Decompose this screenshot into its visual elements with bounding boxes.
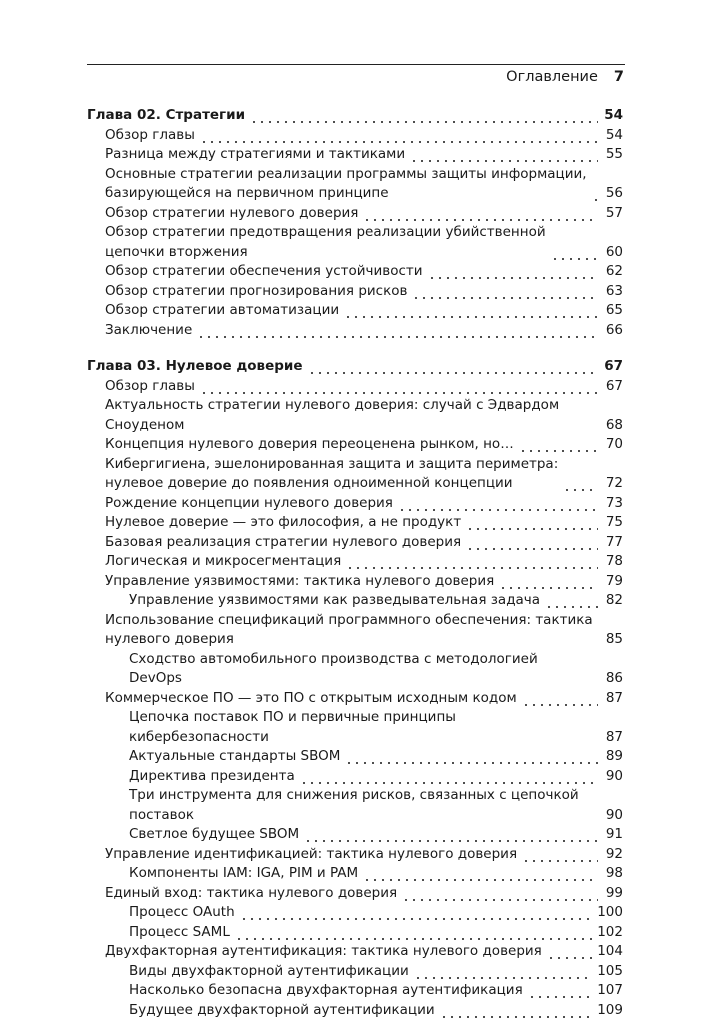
toc-section-entry[interactable] (87, 126, 623, 146)
toc-entry-page-number: 54 (603, 126, 623, 146)
toc-entry-page-number: 79 (603, 572, 623, 592)
chapter-gap (87, 340, 623, 357)
toc-entry-page-number: 100 (597, 903, 623, 923)
toc-entry-title: Обзор стратегии предотвращения реализации убийственной цепочки вторжения (105, 223, 546, 262)
toc-entry-title: Три инструмента для снижения рисков, связанных с цепочкой поставок (129, 786, 593, 825)
toc-section-entry[interactable] (87, 165, 623, 204)
toc-section-entry[interactable] (87, 282, 623, 302)
dot-leader (499, 572, 598, 592)
toc-entry-page-number: 105 (597, 962, 623, 982)
toc-subsection-entry[interactable] (87, 923, 623, 943)
toc-entry-title: Концепция нулевого доверия переоценена рынком, но… (105, 435, 514, 455)
toc-entry-title: Цепочка поставок ПО и первичные принципы кибербезопасности (129, 708, 593, 747)
toc-entry-title: Кибергигиена, эшелонированная защита и защита периметра: нулевое доверие до появления одноименной концепции (105, 455, 558, 494)
running-head (506, 69, 624, 85)
toc-subsection-entry[interactable] (87, 962, 623, 982)
dot-leader (235, 923, 592, 943)
toc-section-entry[interactable] (87, 455, 623, 494)
dot-leader (545, 591, 598, 611)
dot-leader (414, 962, 592, 982)
toc-entry-page-number: 87 (603, 728, 623, 748)
dot-leader (440, 1001, 593, 1020)
dot-leader (412, 282, 598, 302)
dot-leader (466, 513, 598, 533)
dot-leader (300, 767, 598, 787)
toc-entry-page-number: 91 (603, 825, 623, 845)
toc-entry-page-number: 66 (603, 321, 623, 341)
toc-section-entry[interactable] (87, 377, 623, 397)
toc-section-entry[interactable] (87, 611, 623, 650)
toc-entry-page-number: 78 (603, 552, 623, 572)
toc-section-entry[interactable] (87, 845, 623, 865)
toc-entry-title: Заключение (105, 321, 192, 341)
toc-section-entry[interactable] (87, 884, 623, 904)
toc-subsection-entry[interactable] (87, 591, 623, 611)
toc-entry-page-number: 63 (603, 282, 623, 302)
dot-leader (240, 903, 593, 923)
toc-entry-page-number: 102 (597, 923, 623, 943)
toc-entry-page-number: 89 (603, 747, 623, 767)
toc-entry-page-number: 62 (603, 262, 623, 282)
toc-section-entry[interactable] (87, 572, 623, 592)
dot-leader (197, 321, 598, 341)
toc-entry-title: Логическая и микросегментация (105, 552, 341, 572)
toc-subsection-entry[interactable] (87, 747, 623, 767)
toc-entry-title: Управление уязвимостями: тактика нулевого доверия (105, 572, 494, 592)
toc-entry-title: Управление уязвимостями как разведывательная задача (129, 591, 540, 611)
toc-entry-title: Рождение концепции нулевого доверия (105, 494, 393, 514)
toc-entry-page-number: 90 (603, 806, 623, 826)
dot-leader (522, 689, 598, 709)
toc-subsection-entry[interactable] (87, 903, 623, 923)
toc-subsection-entry[interactable] (87, 1001, 623, 1020)
toc-section-entry[interactable] (87, 262, 623, 282)
toc-entry-title: Актуальные стандарты SBOM (129, 747, 340, 767)
toc-entry-title: Использование спецификаций программного обеспечения: тактика нулевого доверия (105, 611, 593, 650)
toc-section-entry[interactable] (87, 223, 623, 262)
toc-subsection-entry[interactable] (87, 981, 623, 1001)
dot-leader (519, 435, 598, 455)
toc-entry-page-number: 70 (603, 435, 623, 455)
toc-chapter-entry[interactable] (87, 357, 623, 377)
toc-entry-title: Глава 03. Нулевое доверие (87, 357, 303, 377)
toc-subsection-entry[interactable] (87, 864, 623, 884)
toc-section-entry[interactable] (87, 396, 623, 435)
toc-section-entry[interactable] (87, 533, 623, 553)
toc-entry-page-number: 98 (603, 864, 623, 884)
dot-leader (363, 864, 598, 884)
dot-leader (200, 377, 598, 397)
dot-leader (200, 126, 598, 146)
toc-section-entry[interactable] (87, 435, 623, 455)
dot-leader (428, 262, 598, 282)
dot-leader (345, 747, 598, 767)
dot-leader (522, 845, 598, 865)
toc-entry-title: Компоненты IAM: IGA, PIM и PAM (129, 864, 358, 884)
toc-entry-title: Обзор стратегии автоматизации (105, 301, 339, 321)
toc-entry-title: Процесс SAML (129, 923, 230, 943)
toc-entry-page-number: 68 (603, 416, 623, 436)
toc-section-entry[interactable] (87, 494, 623, 514)
toc-entry-title: Сходство автомобильного производства с методологией DevOps (129, 650, 593, 689)
header-rule (87, 64, 625, 65)
toc-entry-page-number: 55 (603, 145, 623, 165)
toc-entry-page-number: 90 (603, 767, 623, 787)
toc-section-entry[interactable] (87, 145, 623, 165)
dot-leader (304, 825, 598, 845)
toc-entry-title: Основные стратегии реализации программы защиты информации, базирующейся на первичном принципе (105, 165, 587, 204)
toc-entry-page-number: 67 (603, 357, 623, 377)
dot-leader (410, 145, 598, 165)
dot-leader (466, 533, 598, 553)
toc-entry-title: Двухфакторная аутентификация: тактика нулевого доверия (105, 942, 542, 962)
toc-entry-title: Нулевое доверие — это философия, а не продукт (105, 513, 461, 533)
toc-entry-title: Актуальность стратегии нулевого доверия: случай с Эдвардом Сноуденом (105, 396, 593, 435)
dot-leader (592, 184, 598, 204)
dot-leader (363, 204, 598, 224)
toc-entry-page-number: 65 (603, 301, 623, 321)
toc-entry-page-number: 60 (603, 243, 623, 263)
toc-subsection-entry[interactable] (87, 767, 623, 787)
toc-entry-page-number: 99 (603, 884, 623, 904)
dot-leader (551, 243, 598, 263)
toc-section-entry[interactable] (87, 513, 623, 533)
toc-entry-title: Насколько безопасна двухфакторная аутентификация (129, 981, 523, 1001)
toc-entry-title: Обзор главы (105, 126, 195, 146)
toc-chapter-entry[interactable] (87, 106, 623, 126)
toc-entry-title: Обзор главы (105, 377, 195, 397)
dot-leader (402, 884, 598, 904)
dot-leader (528, 981, 593, 1001)
toc-entry-title: Виды двухфакторной аутентификации (129, 962, 409, 982)
toc-entry-title: Обзор стратегии обеспечения устойчивости (105, 262, 423, 282)
toc-entry-page-number: 67 (603, 377, 623, 397)
toc-entry-page-number: 57 (603, 204, 623, 224)
toc-entry-page-number: 56 (603, 184, 623, 204)
toc-entry-title: Разница между стратегиями и тактиками (105, 145, 405, 165)
dot-leader (398, 494, 598, 514)
toc-subsection-entry[interactable] (87, 708, 623, 747)
toc-subsection-entry[interactable] (87, 650, 623, 689)
toc-section-entry[interactable] (87, 204, 623, 224)
toc-entry-title: Обзор стратегии прогнозирования рисков (105, 282, 407, 302)
toc-section-entry[interactable] (87, 552, 623, 572)
toc-entry-page-number: 92 (603, 845, 623, 865)
toc-section-entry[interactable] (87, 321, 623, 341)
dot-leader (308, 357, 598, 377)
toc-section-entry[interactable] (87, 301, 623, 321)
toc-entry-title: Светлое будущее SBOM (129, 825, 299, 845)
toc-entry-page-number: 86 (603, 669, 623, 689)
toc-entry-title: Директива президента (129, 767, 295, 787)
toc-entry-page-number: 107 (597, 981, 623, 1001)
dot-leader (346, 552, 598, 572)
toc-entry-title: Обзор стратегии нулевого доверия (105, 204, 358, 224)
dot-leader (563, 474, 598, 494)
toc-entry-title: Базовая реализация стратегии нулевого доверия (105, 533, 461, 553)
toc-section-entry[interactable] (87, 942, 623, 962)
toc-entry-page-number: 104 (597, 942, 623, 962)
running-head-page-number: 7 (614, 69, 624, 85)
running-head-title: Оглавление (506, 69, 598, 85)
toc-entry-title: Коммерческое ПО — это ПО с открытым исходным кодом (105, 689, 517, 709)
toc-entry-page-number: 109 (597, 1001, 623, 1020)
toc-entry-title: Управление идентификацией: тактика нулевого доверия (105, 845, 517, 865)
toc-entry-page-number: 85 (603, 630, 623, 650)
toc-entry-page-number: 77 (603, 533, 623, 553)
toc-entry-title: Единый вход: тактика нулевого доверия (105, 884, 397, 904)
dot-leader (547, 942, 592, 962)
toc-entry-page-number: 82 (603, 591, 623, 611)
toc-entry-page-number: 87 (603, 689, 623, 709)
toc-entry-page-number: 72 (603, 474, 623, 494)
toc-entry-title: Глава 02. Стратегии (87, 106, 245, 126)
dot-leader (344, 301, 598, 321)
toc-entry-title: Процесс OAuth (129, 903, 235, 923)
toc-entry-page-number: 73 (603, 494, 623, 514)
toc-subsection-entry[interactable] (87, 825, 623, 845)
toc-entry-title: Будущее двухфакторной аутентификации (129, 1001, 435, 1020)
toc-section-entry[interactable] (87, 689, 623, 709)
dot-leader (250, 106, 598, 126)
toc-subsection-entry[interactable] (87, 786, 623, 825)
toc-entry-page-number: 54 (603, 106, 623, 126)
toc-entry-page-number: 75 (603, 513, 623, 533)
table-of-contents (87, 106, 623, 1020)
